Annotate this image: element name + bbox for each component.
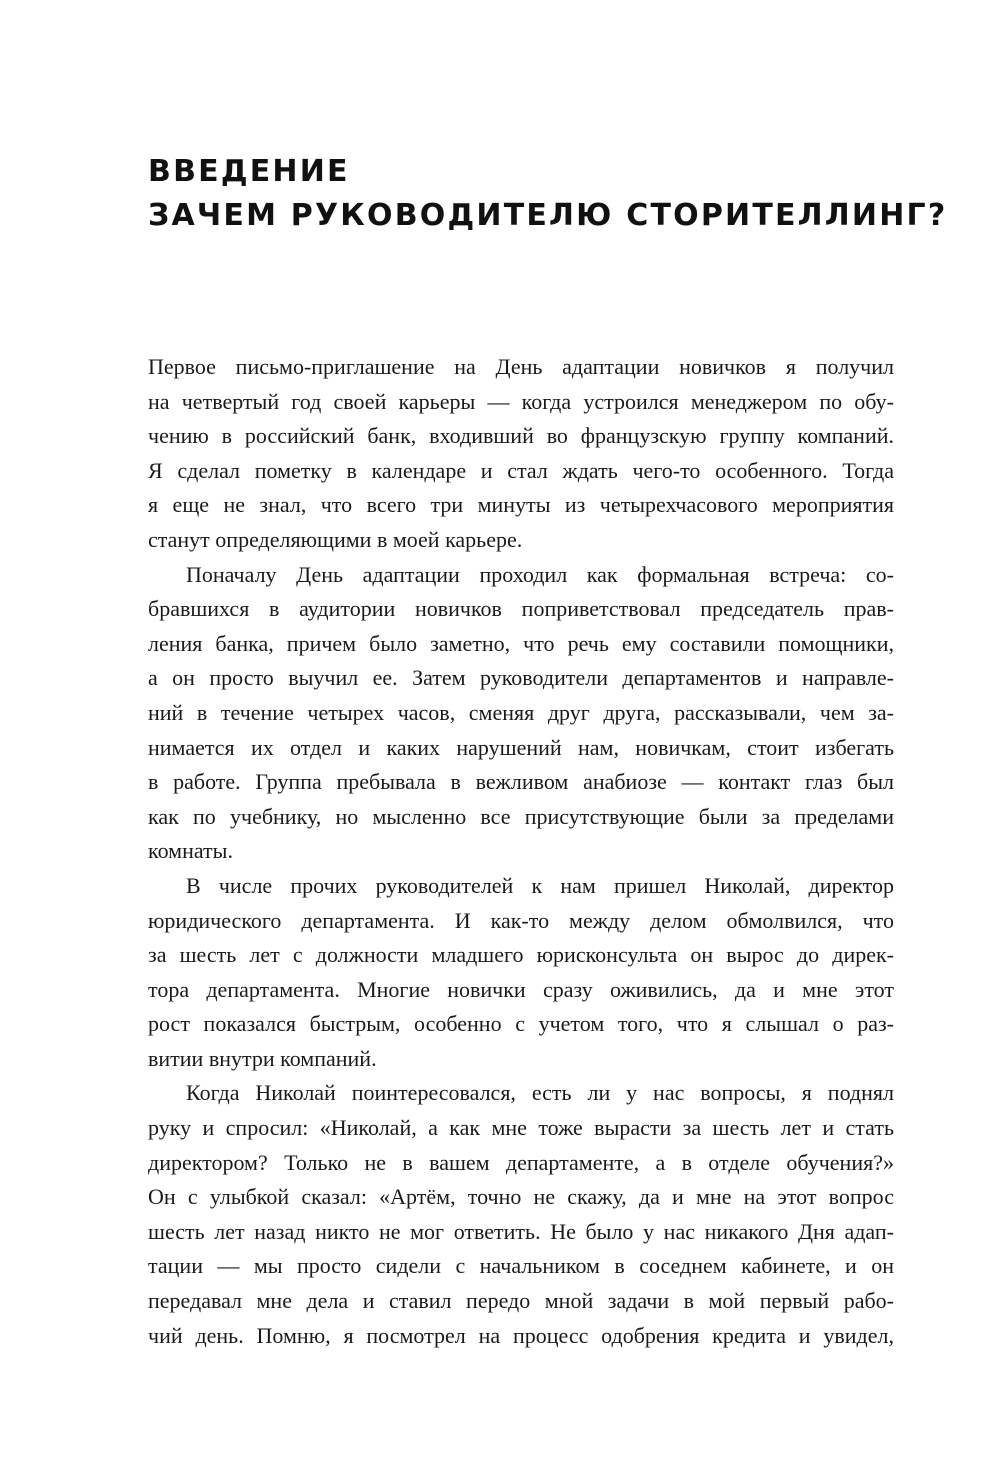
text-line: шесть лет назад никто не мог ответить. Не было у нас никакого Дня адап-: [148, 1218, 894, 1244]
text-line: Поначалу День адаптации проходил как формальная встреча: со-: [186, 561, 894, 587]
text-line: чий день. Помню, я посмотрел на процесс одобрения кредита и увидел,: [148, 1322, 894, 1348]
text-line: директором? Только не в вашем департаменте, а в отделе обучения?»: [148, 1149, 894, 1175]
text-line: нимается их отдел и каких нарушений нам, новичкам, стоит избегать: [148, 734, 894, 760]
chapter-heading: [148, 150, 948, 238]
text-line: В числе прочих руководителей к нам пришел Николай, директор: [186, 872, 894, 898]
text-line: за шесть лет с должности младшего юрисконсульта он вырос до дирек-: [148, 942, 894, 968]
text-line: ний в течение четырех часов, сменяя друг друга, рассказывали, чем за-: [148, 699, 894, 725]
chapter-label: ВВЕДЕНИЕ: [148, 154, 350, 189]
text-line: витии внутри компаний.: [148, 1045, 377, 1071]
text-line: Когда Николай поинтересовался, есть ли у нас вопросы, я поднял: [186, 1080, 894, 1106]
text-line: Я сделал пометку в календаре и стал ждать чего-то особенного. Тогда: [148, 457, 894, 483]
text-line: рост показался быстрым, особенно с учетом того, что я слышал о раз-: [148, 1011, 894, 1037]
paragraph: [148, 1076, 894, 1353]
text-line: комнаты.: [148, 838, 233, 864]
text-line: передавал мне дела и ставил передо мной задачи в мой первый рабо-: [148, 1288, 894, 1314]
text-line: чению в российский банк, входивший во французскую группу компаний.: [148, 423, 894, 449]
text-line: станут определяющими в моей карьере.: [148, 526, 523, 552]
text-line: бравшихся в аудитории новичков поприветствовал председатель прав-: [148, 596, 894, 622]
text-line: Он с улыбкой сказал: «Артём, точно не скажу, да и мне на этот вопрос: [148, 1184, 894, 1210]
text-line: руку и спросил: «Николай, а как мне тоже вырасти за шесть лет и стать: [148, 1115, 894, 1141]
text-line: а он просто выучил ее. Затем руководители департаментов и направле-: [148, 665, 894, 691]
paragraph: [148, 869, 894, 1077]
text-line: тации — мы просто сидели с начальником в соседнем кабинете, и он: [148, 1253, 894, 1279]
text-line: ления банка, причем было заметно, что речь ему составили помощники,: [148, 630, 894, 656]
chapter-title: ЗАЧЕМ РУКОВОДИТЕЛЮ СТОРИТЕЛЛИНГ?: [148, 198, 948, 233]
text-line: в работе. Группа пребывала в вежливом анабиозе — контакт глаз был: [148, 769, 894, 795]
text-line: как по учебнику, но мысленно все присутствующие были за пределами: [148, 803, 894, 829]
text-line: тора департамента. Многие новички сразу оживились, да и мне этот: [148, 976, 894, 1002]
body-text: [148, 350, 894, 1353]
paragraph: [148, 350, 894, 558]
text-line: я еще не знал, что всего три минуты из четырехчасового мероприятия: [148, 492, 894, 518]
text-line: на четвертый год своей карьеры — когда устроился менеджером по обу-: [148, 388, 894, 414]
text-line: юридического департамента. И как-то между делом обмолвился, что: [148, 907, 894, 933]
text-line: Первое письмо-приглашение на День адаптации новичков я получил: [148, 354, 894, 379]
paragraph: [148, 558, 894, 869]
